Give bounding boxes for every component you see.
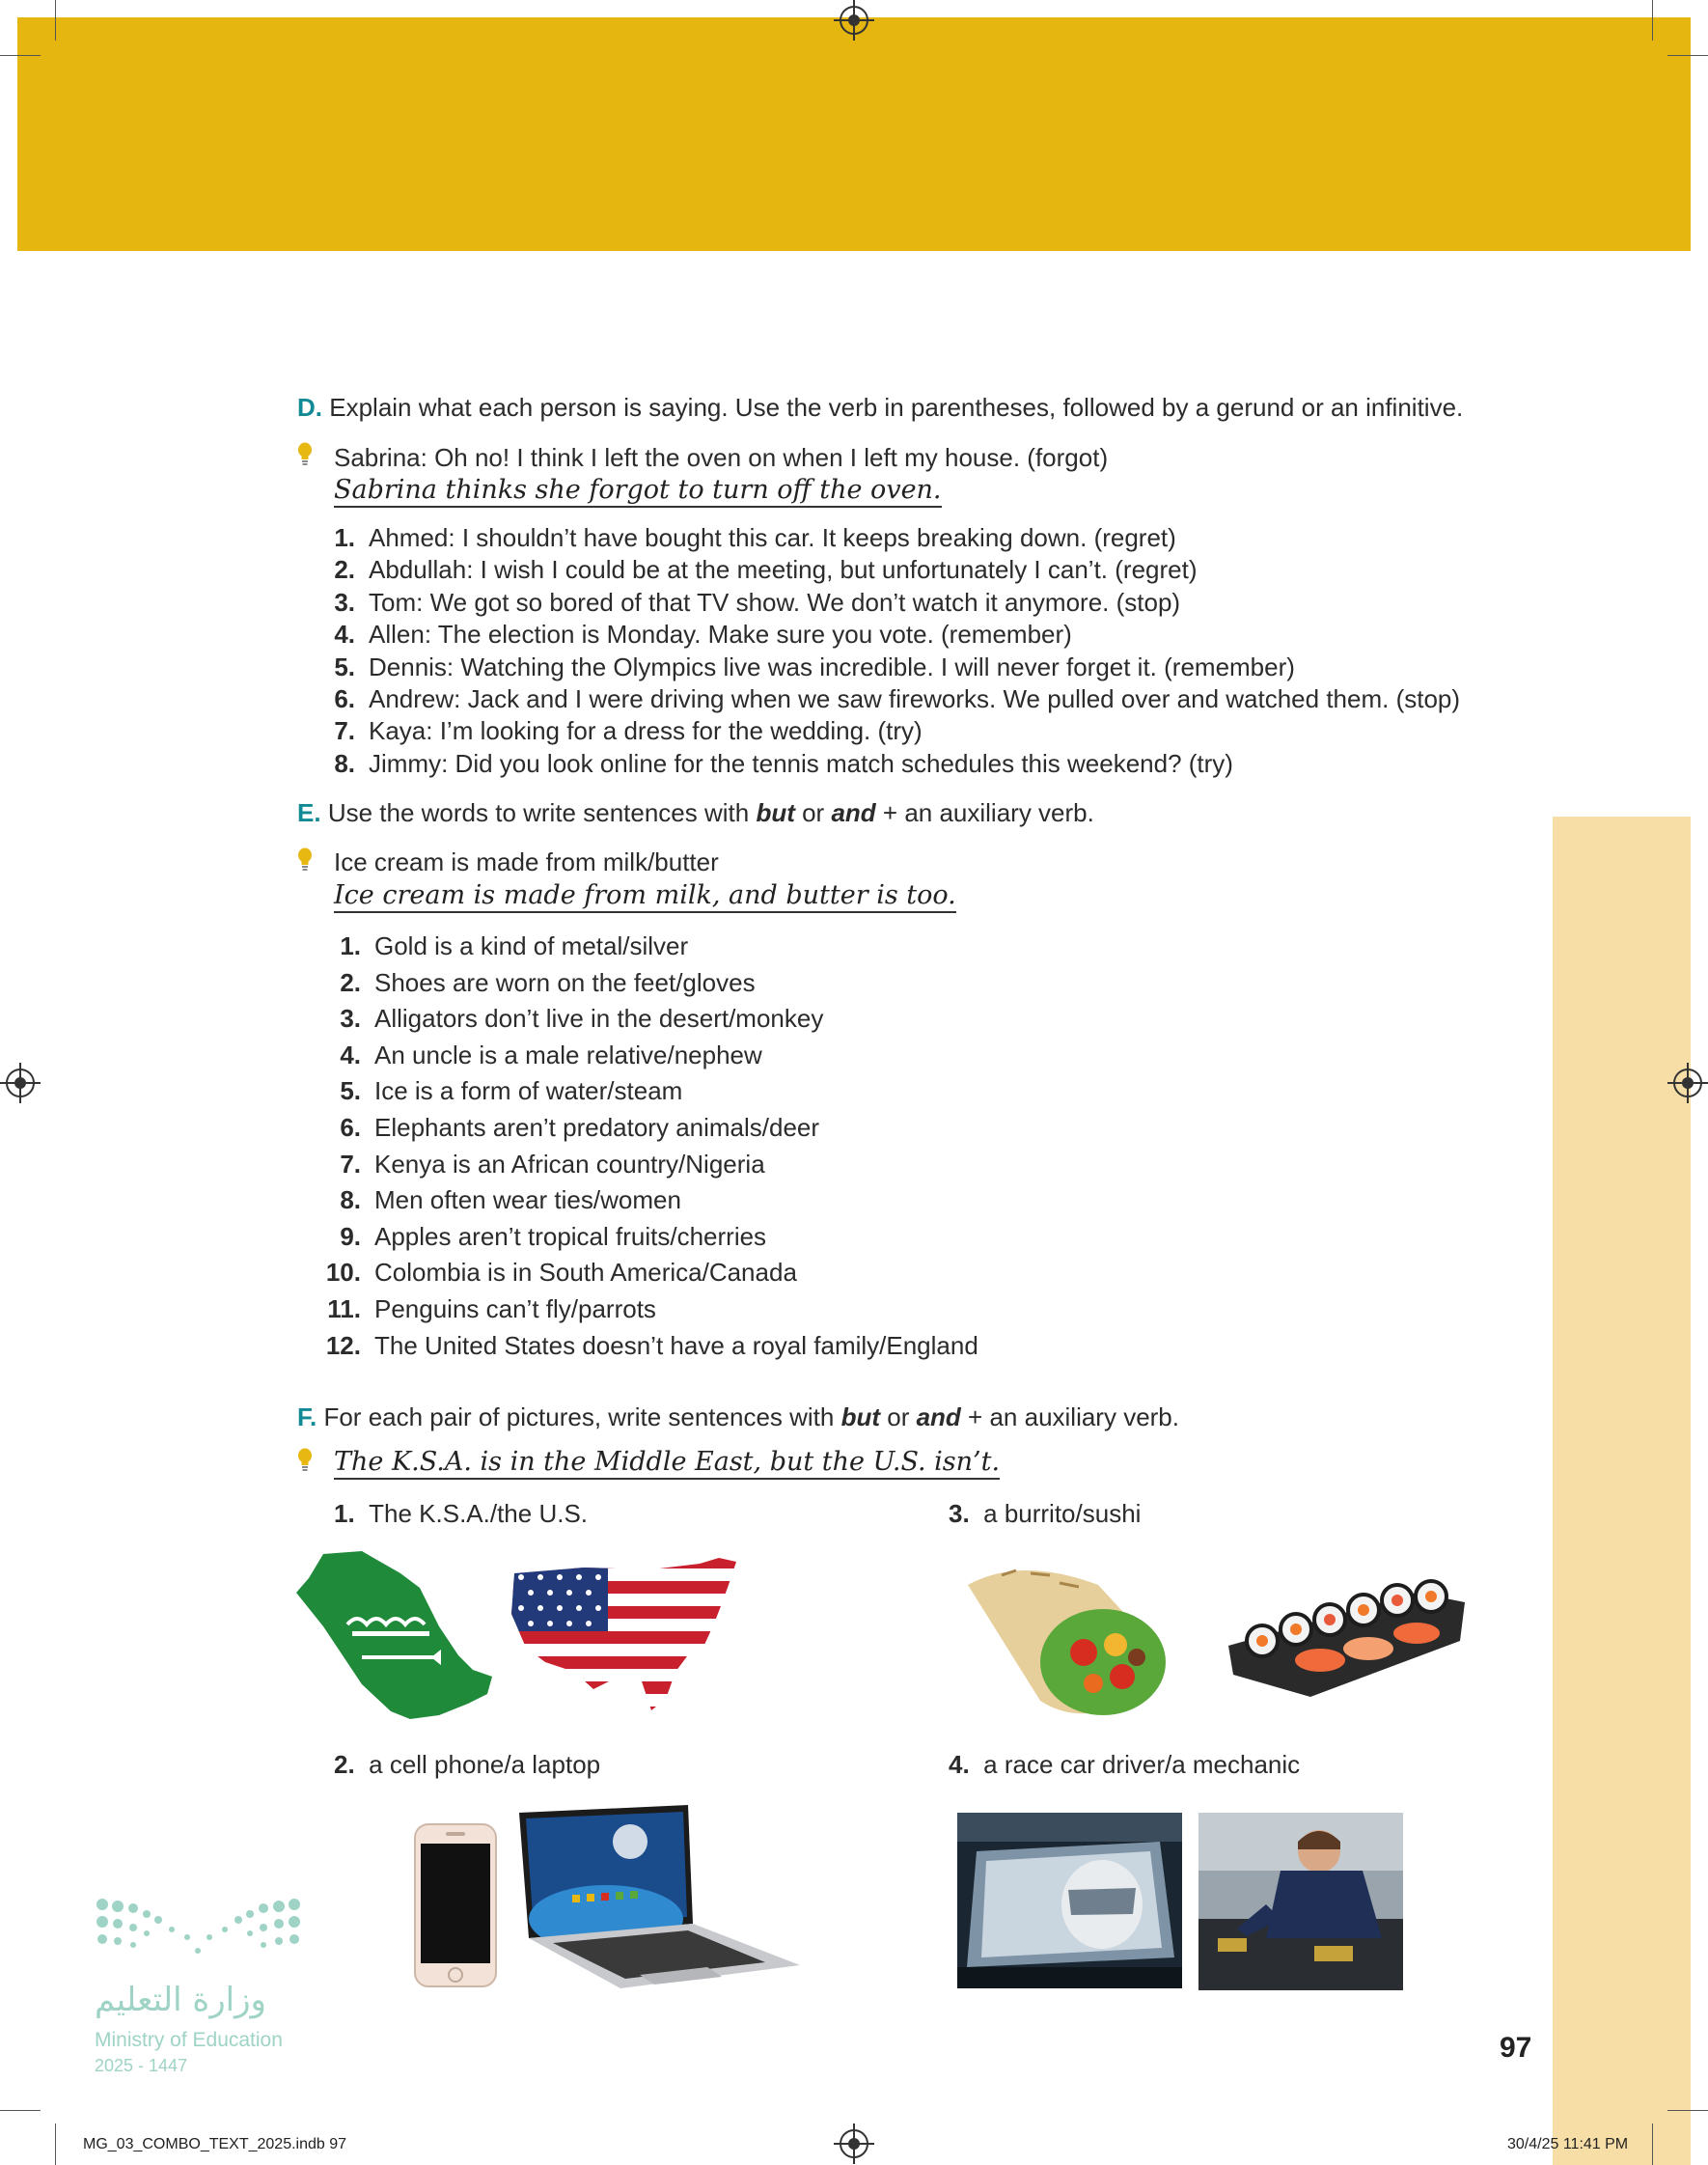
crop-mark bbox=[1667, 55, 1708, 56]
crop-mark bbox=[0, 55, 41, 56]
crop-mark bbox=[55, 2123, 56, 2165]
side-panel bbox=[1553, 817, 1691, 2165]
pair-label-3: 3. a burrito/sushi bbox=[949, 1499, 1142, 1528]
list-item: 1. Gold is a kind of metal/silver bbox=[340, 931, 689, 960]
list-item: 6. Elephants aren’t predatory animals/deer bbox=[340, 1112, 820, 1142]
pair-label-2: 2. a cell phone/a laptop bbox=[334, 1750, 601, 1779]
section-f-instruction: F. For each pair of pictures, write sentences with but or and + an auxiliary verb. bbox=[297, 1402, 1179, 1431]
registration-mark-icon bbox=[6, 1069, 35, 1097]
pair-label-4: 4. a race car driver/a mechanic bbox=[949, 1750, 1301, 1779]
list-item: 8. Men often wear ties/women bbox=[340, 1185, 681, 1215]
crop-mark bbox=[1667, 2110, 1708, 2111]
registration-mark-icon bbox=[840, 6, 868, 35]
section-e-example-prompt: Ice cream is made from milk/butter bbox=[334, 847, 719, 876]
list-item: 11. Penguins can’t fly/parrots bbox=[327, 1293, 656, 1323]
list-item: 2. Shoes are worn on the feet/gloves bbox=[340, 967, 756, 997]
footer-file-info: MG_03_COMBO_TEXT_2025.indb 97 bbox=[83, 2136, 347, 2152]
burrito-image bbox=[963, 1556, 1177, 1720]
crop-mark bbox=[1652, 2123, 1653, 2165]
crop-mark bbox=[1652, 0, 1653, 41]
lightbulb-icon bbox=[297, 442, 313, 467]
section-f-example-answer: The K.S.A. is in the Middle East, but the U.S. isn’t. bbox=[334, 1447, 1000, 1480]
list-item: 6. Andrew: Jack and I were driving when we saw fireworks. We pulled over and watched them. (stop) bbox=[334, 683, 1461, 713]
ministry-logo-english: Ministry of Education bbox=[95, 2029, 283, 2051]
section-d-example-answer: Sabrina thinks she forgot to turn off the oven. bbox=[334, 475, 942, 508]
list-item: 4. An uncle is a male relative/nephew bbox=[340, 1040, 762, 1069]
section-f-letter: F. bbox=[297, 1402, 317, 1431]
list-item: 3. Tom: We got so bored of that TV show. We don’t watch it anymore. (stop) bbox=[334, 587, 1181, 617]
list-item: 1. Ahmed: I shouldn’t have bought this car. It keeps breaking down. (regret) bbox=[334, 523, 1176, 552]
lightbulb-icon bbox=[297, 847, 313, 873]
list-item: 5. Dennis: Watching the Olympics live was incredible. I will never forget it. (remember) bbox=[334, 652, 1295, 681]
section-d-example-prompt: Sabrina: Oh no! I think I left the oven on when I left my house. (forgot) bbox=[334, 443, 1109, 472]
saudi-arabia-map-image bbox=[294, 1549, 497, 1721]
race-car-driver-image bbox=[957, 1813, 1182, 1988]
list-item: 7. Kaya: I’m looking for a dress for the wedding. (try) bbox=[334, 716, 923, 746]
list-item: 7. Kenya is an African country/Nigeria bbox=[340, 1149, 765, 1179]
section-d-instruction-text: Explain what each person is saying. Use the verb in parentheses, followed by a gerund or an infinitive. bbox=[329, 393, 1464, 422]
crop-mark bbox=[55, 0, 56, 41]
ministry-logo-year: 2025 - 1447 bbox=[95, 2056, 188, 2075]
list-item: 12. The United States doesn’t have a royal family/England bbox=[325, 1330, 978, 1360]
ministry-logo-arabic: وزارة التعليم bbox=[95, 1981, 266, 2019]
header-banner bbox=[17, 17, 1691, 251]
list-item: 2. Abdullah: I wish I could be at the meeting, but unfortunately I can’t. (regret) bbox=[334, 555, 1198, 585]
footer-date: 30/4/25 11:41 PM bbox=[1507, 2136, 1629, 2152]
crop-mark bbox=[0, 2110, 41, 2111]
cell-phone-image bbox=[413, 1822, 498, 1988]
registration-mark-icon bbox=[840, 2129, 868, 2158]
section-d-items bbox=[326, 522, 1460, 780]
page-number: 97 bbox=[1500, 2032, 1532, 2064]
pair-label-1: 1. The K.S.A./the U.S. bbox=[334, 1499, 589, 1528]
section-d-instruction bbox=[297, 391, 1463, 424]
usa-flag-map-image bbox=[507, 1556, 743, 1715]
list-item: 8. Jimmy: Did you look online for the tennis match schedules this weekend? (try) bbox=[334, 748, 1233, 778]
section-e-instruction: E. Use the words to write sentences with but or and + an auxiliary verb. bbox=[297, 798, 1094, 827]
section-e-items bbox=[324, 929, 978, 1364]
section-d-letter: D. bbox=[297, 393, 322, 422]
sushi-image bbox=[1224, 1564, 1467, 1699]
registration-mark-icon bbox=[1673, 1069, 1702, 1097]
mechanic-image bbox=[1198, 1813, 1403, 1990]
list-item: 4. Allen: The election is Monday. Make sure you vote. (remember) bbox=[334, 620, 1072, 650]
ministry-logo-dots-icon bbox=[95, 1897, 302, 1964]
section-e-example-answer: Ice cream is made from milk, and butter is too. bbox=[334, 880, 956, 913]
section-e-letter: E. bbox=[297, 798, 321, 827]
list-item: 10. Colombia is in South America/Canada bbox=[325, 1258, 797, 1288]
list-item: 3. Alligators don’t live in the desert/monkey bbox=[340, 1004, 824, 1034]
lightbulb-icon bbox=[297, 1448, 313, 1473]
laptop-image bbox=[514, 1803, 802, 1990]
list-item: 9. Apples aren’t tropical fruits/cherries bbox=[340, 1221, 767, 1251]
list-item: 5. Ice is a form of water/steam bbox=[340, 1076, 683, 1106]
